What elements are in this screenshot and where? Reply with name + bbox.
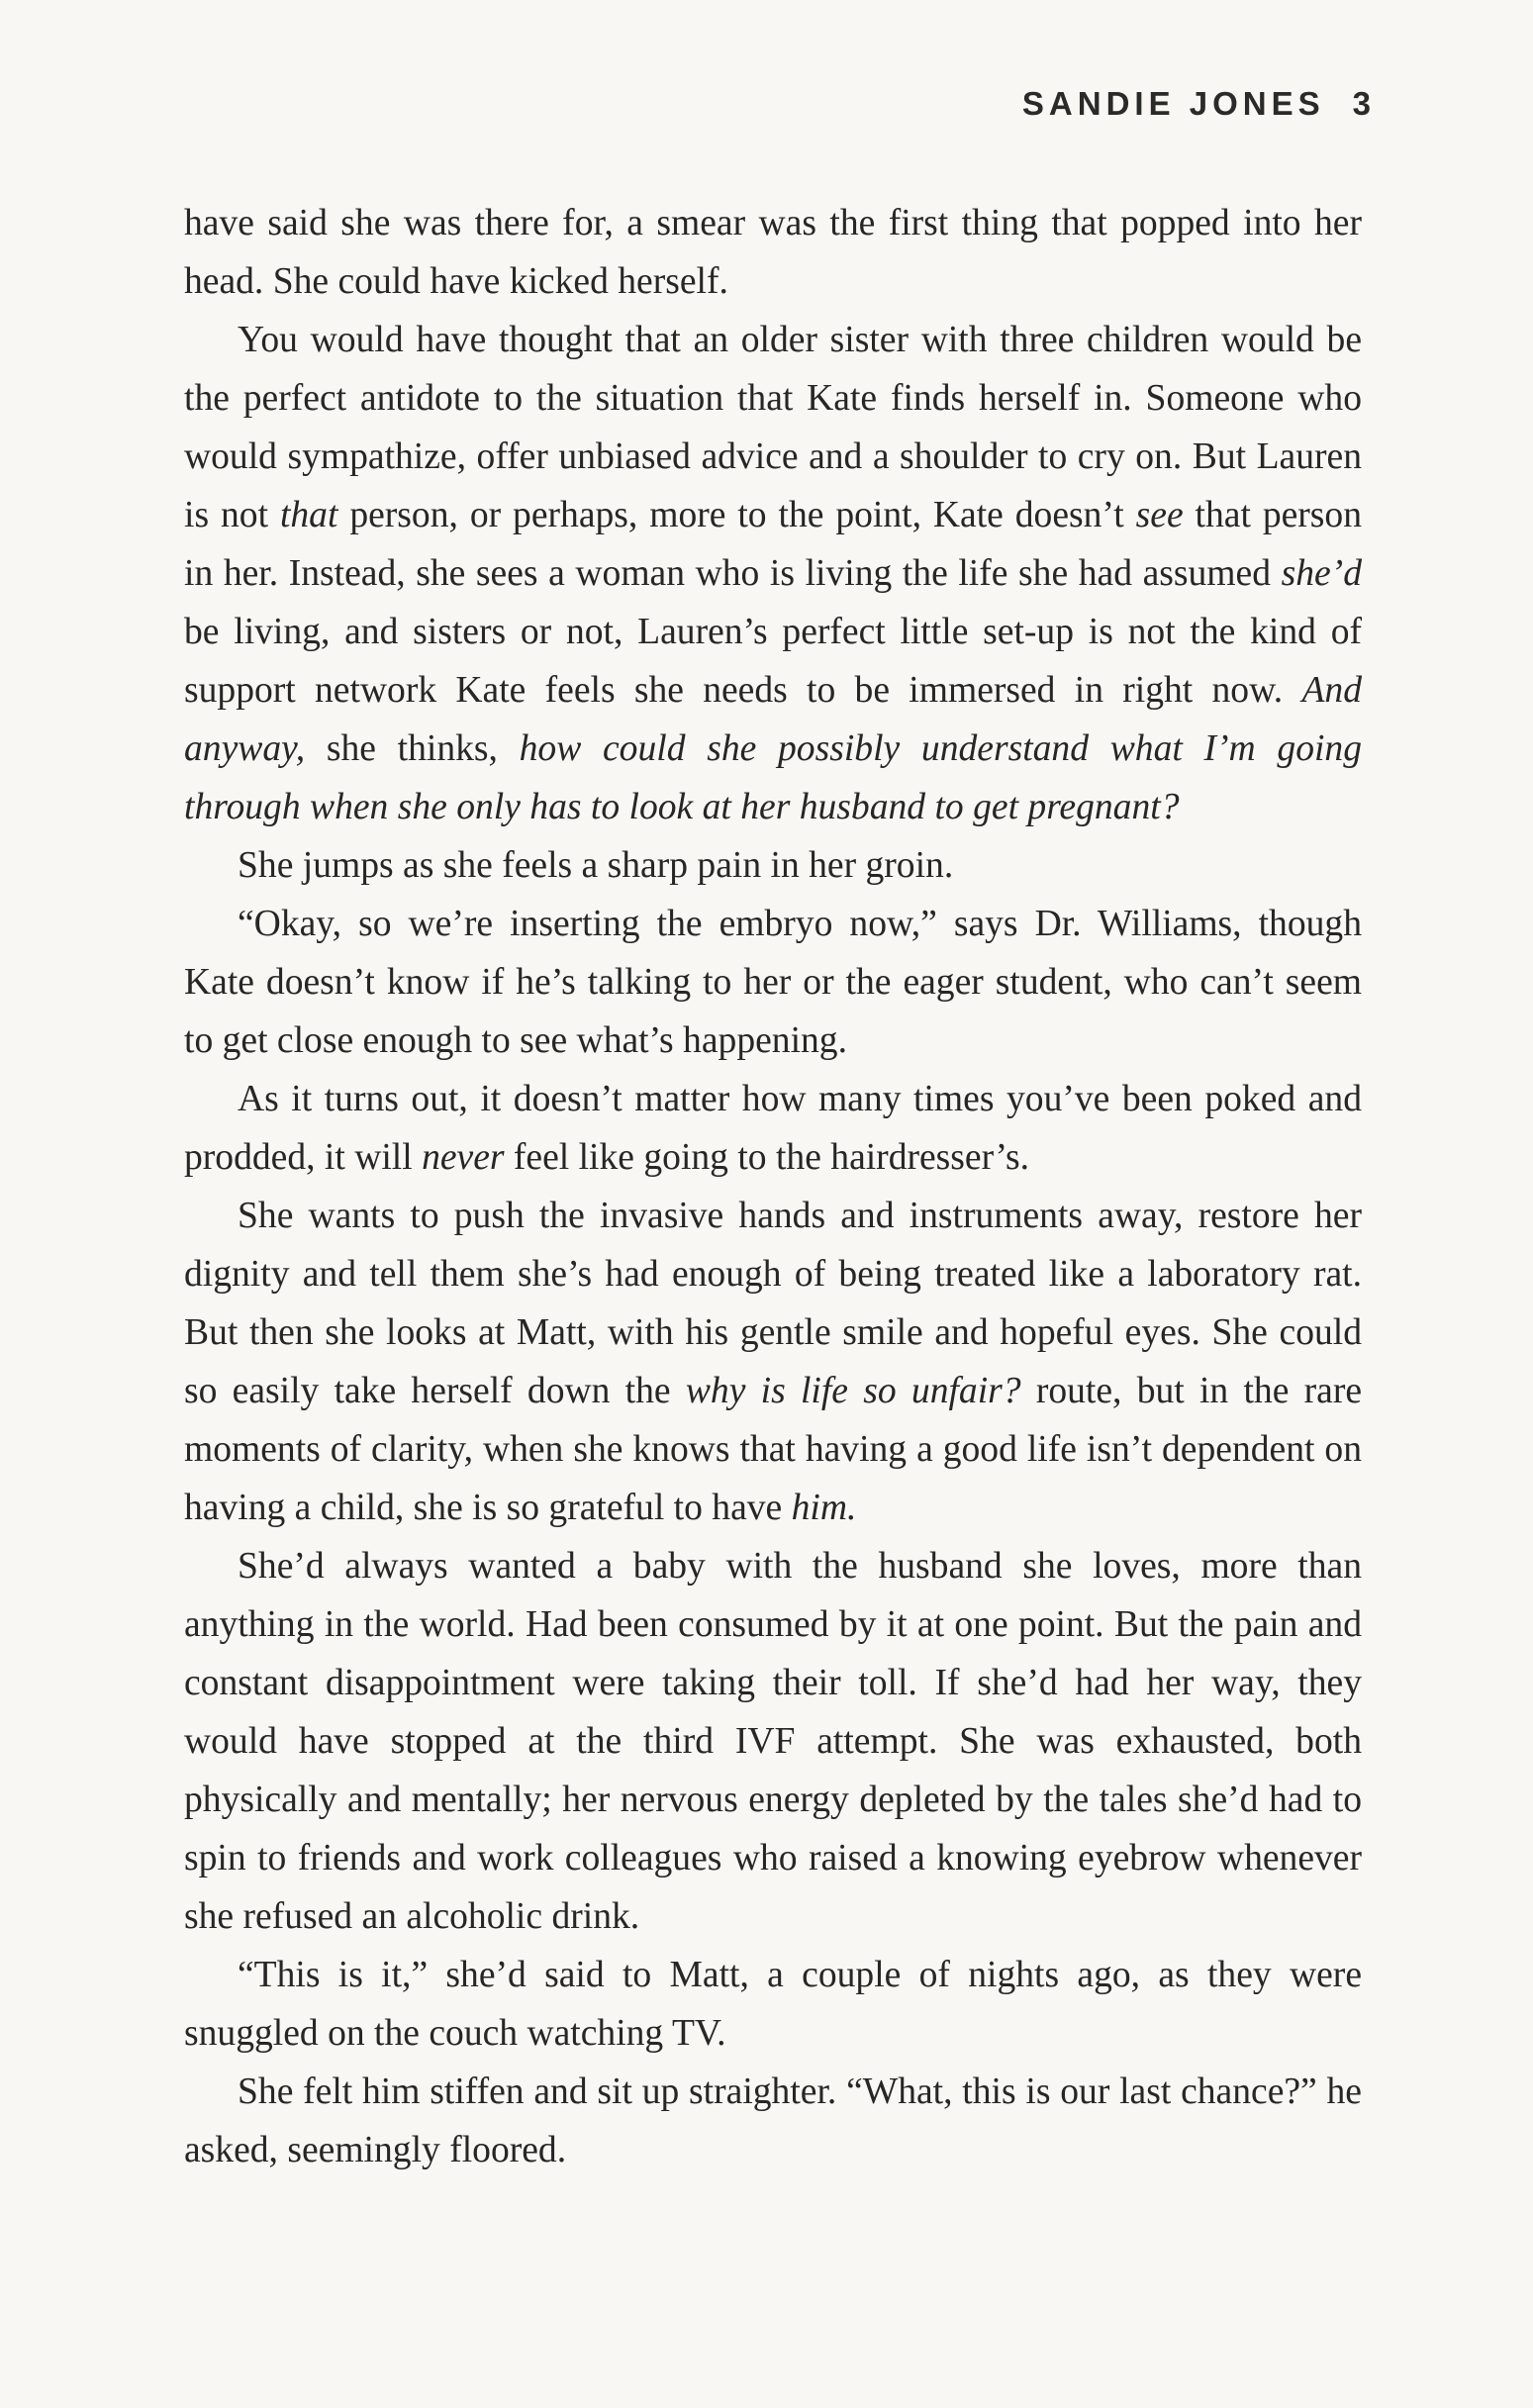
italic-run: see (1135, 495, 1184, 535)
header-author: SANDIE JONES (1021, 85, 1325, 122)
text-run: that person in her. Instead, she sees a woman who is living the life she had assumed (184, 495, 1363, 594)
paragraph (184, 311, 1362, 836)
paragraph (184, 1070, 1362, 1187)
text-run: feel like going to the hairdresser’s. (504, 1137, 1029, 1178)
paragraph (184, 194, 1362, 311)
page-number: 3 (1352, 85, 1371, 122)
text-run: have said she was there for, a smear was the first thing that popped into her head. She could have kicked herself. (184, 203, 1362, 302)
paragraph (184, 895, 1362, 1070)
text-run: She wants to push the invasive hands and instruments away, restore her dignity and tell them she’s had enough of being treated like a laboratory rat. But then she looks at Matt, with his gentle smile and hopeful eyes. She could so easily take herself down the (184, 1196, 1362, 1411)
italic-run: that (279, 495, 338, 535)
text-run: She’d always wanted a baby with the husband she loves, more than anything in the world. Had been consumed by it at one point. But the pain and constant disappointment were taking their toll. If she’d had her way, they would have stopped at the third IVF attempt. She was exhausted, both physically and mentally; her nervous energy depleted by the tales she’d had to spin to friends and work colleagues who raised a knowing eyebrow whenever she refused an alcoholic drink. (184, 1546, 1362, 1937)
text-run: “Okay, so we’re inserting the embryo now,” says Dr. Williams, though Kate doesn’t know if he’s talking to her or the eager student, who can’t seem to get close enough to see what’s happening. (184, 904, 1362, 1061)
paragraph (184, 1537, 1362, 1946)
text-run: route, but in the rare moments of clarity, when she knows that having a good life isn’t dependent on having a child, she is so grateful to have (184, 1371, 1363, 1528)
italic-run: she’d (1281, 553, 1362, 594)
paragraph (184, 1187, 1362, 1537)
text-run: person, or perhaps, more to the point, Kate doesn’t (337, 495, 1136, 535)
paragraph (184, 1946, 1362, 2063)
text-run: She felt him stiffen and sit up straighter. “What, this is our last chance?” he asked, seemingly floored. (184, 2071, 1362, 2170)
italic-run: never (422, 1137, 505, 1178)
italic-run: And anyway, (184, 670, 1362, 769)
text-run: be living, and sisters or not, Lauren’s perfect little set-up is not the kind of support network Kate feels she needs to be immersed in right now. (184, 612, 1362, 711)
text-run: As it turns out, it doesn’t matter how many times you’ve been poked and prodded, it will (184, 1079, 1362, 1178)
italic-run: him. (791, 1488, 857, 1528)
italic-run: how could she possibly understand what I’m going through when she only has to look at her husband to get pregnant? (184, 728, 1362, 827)
text-run: She jumps as she feels a sharp pain in her groin. (238, 845, 954, 886)
text-run: she thinks, (305, 728, 520, 769)
text-run: You would have thought that an older sister with three children would be the perfect antidote to the situation that Kate finds herself in. Someone who would sympathize, offer unbiased advice and a shoulder to cry on. But Lauren is not (184, 320, 1362, 535)
text-run: “This is it,” she’d said to Matt, a couple of nights ago, as they were snuggled on the couch watching TV. (184, 1955, 1362, 2054)
paragraph (184, 2063, 1362, 2179)
body-text (184, 194, 1362, 2179)
paragraph (184, 836, 1362, 895)
italic-run: why is life so unfair? (685, 1371, 1021, 1411)
running-header (1022, 85, 1371, 123)
